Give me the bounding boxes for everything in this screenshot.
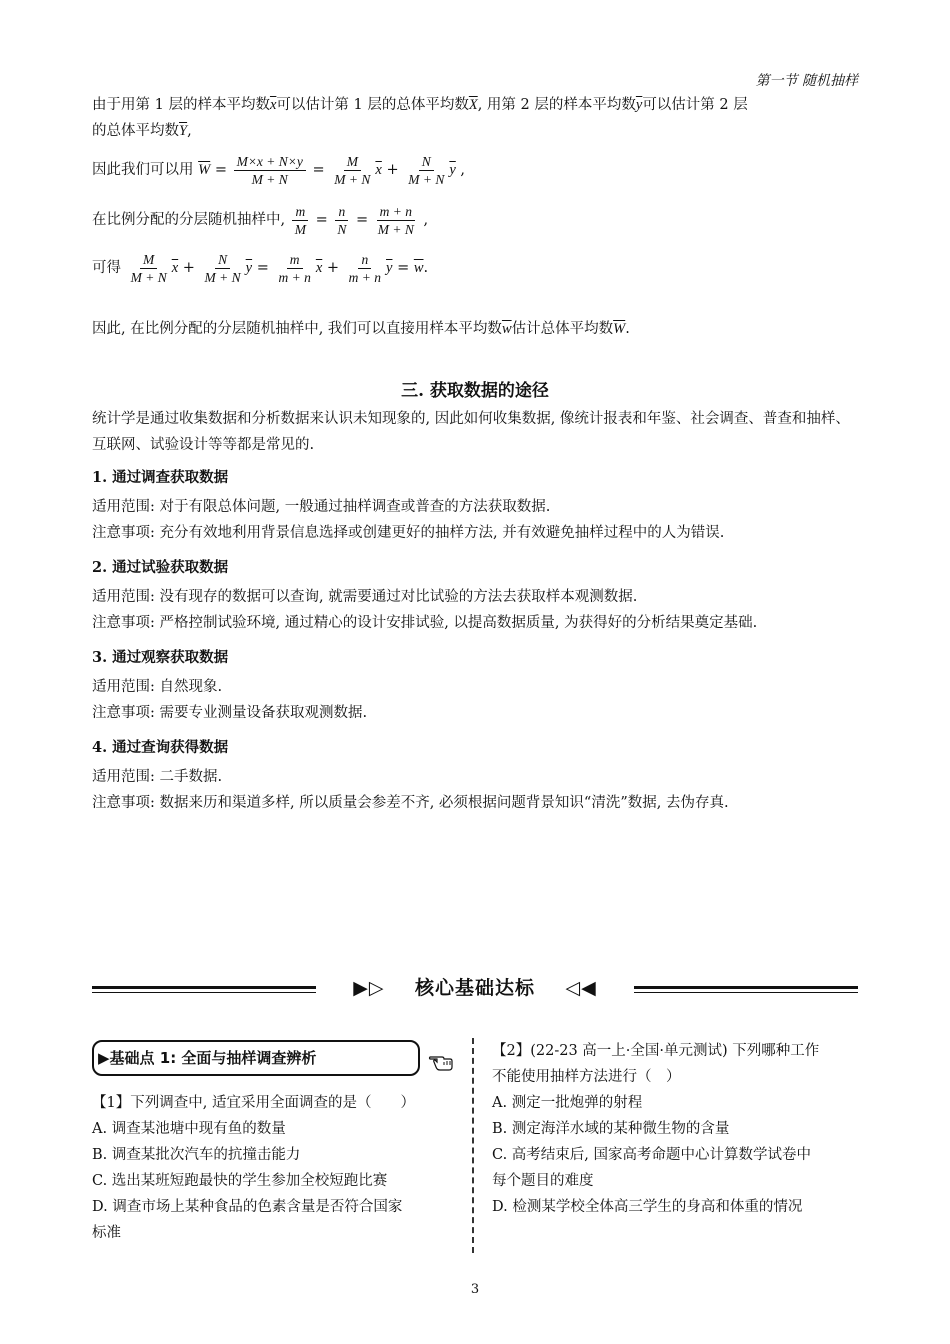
denominator: M [294, 221, 306, 237]
denominator: m + n [348, 269, 382, 285]
band-title: 核心基础达标 [414, 977, 535, 999]
X-bar: $\overline{X}$ [468, 97, 478, 113]
conclusion-text: 估计总体平均数 [511, 321, 614, 337]
question-1-option-a: A. 调查某池塘中现有鱼的数量 [92, 1121, 286, 1137]
formula-lead: 在比例分配的分层随机抽样中, [92, 212, 286, 228]
question-2-stem: 【2】(22-23 高一上·全国·单元测试) 下列哪种工作 [492, 1043, 820, 1059]
W-bar: $\overline{W}$ [613, 321, 626, 337]
y-bar: $\overline{y}$ [635, 97, 643, 113]
item-heading: 3. 通过观察获取数据 [92, 649, 229, 666]
section-intro: 统计学是通过收集数据和分析数据来认识未知现象的, 因此如何收集数据, 像统计报表和年鉴、社会调查、普查和抽样、互联网、试验设计等等都是常见的. [92, 411, 850, 453]
intro-text: 由于用第 1 层的样本平均数 [92, 97, 270, 113]
item-scope: 适用范围: 没有现存的数据可以查询, 就需要通过对比试验的方法去获取样本观测数据. [92, 589, 638, 605]
conclusion-line [92, 316, 630, 342]
punctuation: . [423, 260, 429, 276]
intro-line-1 [92, 92, 748, 118]
item-heading: 1. 通过调查获取数据 [92, 469, 229, 486]
denominator: m + n [278, 269, 311, 285]
fraction [346, 251, 384, 286]
formula-weighted-mean [92, 150, 465, 190]
band-rule-right [634, 986, 858, 993]
band-rule-left [92, 986, 316, 993]
formula-lead: 因此我们可以用 [92, 162, 194, 178]
pointing-hand-icon [428, 1048, 454, 1072]
question-2-option-c: C. 高考结束后, 国家高考命题中心计算数学试卷中 [492, 1147, 812, 1163]
column-divider [472, 1038, 474, 1253]
intro-text: 可以估计第 2 层 [642, 97, 748, 113]
x-bar: $\overline{x}$ [269, 97, 277, 113]
denominator: N [337, 221, 347, 237]
denominator: M + N [377, 221, 414, 237]
formula-proportional: 在比例分配的分层随机抽样中, $\frac{m}{M}$ = $\frac{n}{N}$ = $\frac{m + n}{M + N}$ , [92, 203, 429, 237]
numerator: m [287, 251, 303, 269]
item-scope: 适用范围: 对于有限总体问题, 一般通过抽样调查或普查的方法获取数据. [92, 499, 551, 515]
fraction [375, 203, 417, 238]
fraction [275, 251, 313, 286]
item-note: 注意事项: 严格控制试验环境, 通过精心的设计安排试验, 以提高数据质量, 为获得好的分析结果奠定基础. [92, 615, 758, 631]
plus-sign: + [386, 162, 399, 178]
y-bar: $\overline{y}$ [386, 260, 393, 276]
band-heading [342, 973, 608, 1000]
question-1-option-d-cont: 标准 [92, 1225, 121, 1241]
denominator: M + N [251, 171, 288, 187]
formula-result [92, 248, 428, 288]
intro-line-2 [92, 118, 192, 144]
punctuation: , [460, 162, 465, 178]
numerator: m + n [377, 203, 415, 221]
fraction [292, 203, 309, 238]
question-1-stem: 【1】下列调查中, 适宜采用全面调查的是（ ） [92, 1095, 415, 1111]
numerator: n [358, 251, 371, 269]
page-number: 3 [470, 1282, 480, 1297]
numerator: N [215, 251, 230, 269]
question-1-option-b: B. 调查某批次汽车的抗撞击能力 [92, 1147, 301, 1163]
denominator: M + N [334, 171, 371, 187]
intro-text: 可以估计第 1 层的总体平均数 [276, 97, 469, 113]
W-bar: $\overline{W}$ [198, 162, 211, 178]
item-scope: 适用范围: 二手数据. [92, 769, 223, 785]
conclusion-text: . [625, 321, 630, 337]
intro-text: 的总体平均数 [92, 123, 179, 139]
w-bar: $\overline{w}$ [413, 260, 424, 276]
numerator: M [344, 153, 361, 171]
question-1-option-c: C. 选出某班短跑最快的学生参加全校短跑比赛 [92, 1173, 388, 1189]
fraction [202, 251, 244, 286]
intro-text: , 用第 2 层的样本平均数 [477, 97, 636, 113]
question-2-stem-cont: 不能使用抽样方法进行（ ） [492, 1069, 681, 1085]
item-note: 注意事项: 充分有效地利用背景信息选择或创建更好的抽样方法, 并有效避免抽样过程中的人为错误. [92, 525, 725, 541]
equals-sign: = [256, 260, 269, 276]
fraction [405, 153, 447, 188]
question-2-option-a: A. 测定一批炮弹的射程 [492, 1095, 643, 1111]
section-title: 三. 获取数据的途径 [401, 381, 549, 401]
item-heading: 4. 通过查询获得数据 [92, 739, 229, 756]
section-band [92, 973, 858, 1007]
arrow-right-icon: ▶▷ [353, 977, 385, 999]
equals-sign: = [214, 162, 227, 178]
x-bar: $\overline{x}$ [315, 260, 323, 276]
question-2-option-c-cont: 每个题目的难度 [492, 1173, 594, 1189]
item-heading: 2. 通过试验获取数据 [92, 559, 229, 576]
numerator: M×x + N×y [234, 153, 306, 171]
denominator: M + N [408, 171, 445, 187]
point-tag: ▶基础点 1: 全面与抽样调查辨析 [92, 1040, 420, 1076]
plus-sign: + [326, 260, 340, 276]
exercise-columns [92, 1038, 858, 1253]
y-bar: $\overline{y}$ [449, 162, 456, 178]
denominator: M + N [130, 269, 167, 285]
fraction [331, 153, 373, 188]
y-bar: $\overline{y}$ [245, 260, 253, 276]
running-header: 第一节 随机抽样 [755, 73, 858, 89]
intro-text: , [187, 123, 192, 139]
fraction [234, 153, 306, 188]
question-1-option-d: D. 调查市场上某种食品的色素含量是否符合国家 [92, 1199, 403, 1215]
denominator: M + N [204, 269, 241, 285]
numerator: M [140, 251, 157, 269]
x-bar: $\overline{x}$ [171, 260, 179, 276]
formula-lead: 可得 [92, 260, 121, 276]
arrow-left-icon: ◁◀ [565, 977, 597, 999]
x-bar: $\overline{x}$ [375, 162, 382, 178]
equals-sign: = [312, 162, 325, 178]
numerator: N [419, 153, 434, 171]
equals-sign: = [397, 260, 410, 276]
numerator: m [292, 203, 308, 221]
question-2-option-b: B. 测定海洋水域的某种微生物的含量 [492, 1121, 730, 1137]
punctuation: , [423, 212, 429, 228]
question-2-option-d: D. 检测某学校全体高三学生的身高和体重的情况 [492, 1199, 803, 1215]
conclusion-text: 因此, 在比例分配的分层随机抽样中, 我们可以直接用样本平均数 [92, 321, 502, 337]
w-bar: $\overline{w}$ [501, 321, 512, 337]
fraction [128, 251, 170, 286]
plus-sign: + [182, 260, 195, 276]
fraction [334, 203, 349, 238]
Y-bar: $\overline{Y}$ [179, 123, 188, 139]
item-note: 注意事项: 需要专业测量设备获取观测数据. [92, 705, 368, 721]
item-note: 注意事项: 数据来历和渠道多样, 所以质量会参差不齐, 必须根据问题背景知识“清洗”数据, 去伪存真. [92, 795, 729, 811]
numerator: n [335, 203, 348, 221]
item-scope: 适用范围: 自然现象. [92, 679, 223, 695]
